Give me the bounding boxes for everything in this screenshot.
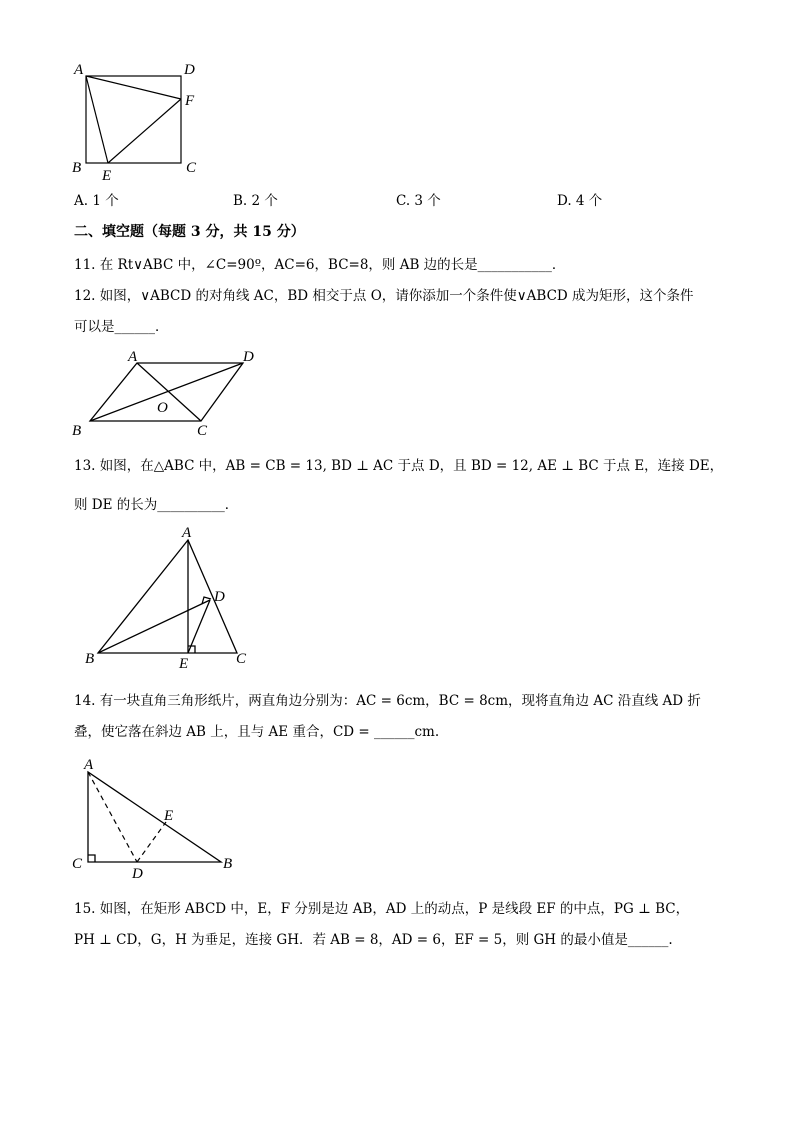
fig12-label-b: B (72, 423, 82, 439)
choice-d: D. 4 个 (557, 193, 603, 209)
question-14-line2: 叠，使它落在斜边 AB 上，且与 AE 重合，CD = ______cm. (74, 724, 440, 740)
question-15-line2: PH ⊥ CD，G，H 为垂足，连接 GH．若 AB = 8，AD = 6，EF = 5，则 GH 的最小值是______. (74, 932, 673, 948)
figure-q12 (65, 343, 275, 441)
fig14-label-e: E (164, 808, 174, 824)
fig10-label-c: C (186, 160, 197, 176)
question-12-line2: 可以是______． (74, 319, 169, 335)
fig13-label-b: B (85, 651, 95, 667)
fig14-label-c: C (72, 856, 83, 872)
fig10-label-e: E (102, 168, 112, 184)
section-title: 二、填空题（每题 3 分，共 15 分） (74, 224, 305, 240)
question-15-line1: 15. 如图，在矩形 ABCD 中，E，F 分别是边 AB，AD 上的动点，P 是线段 EF 的中点，PG ⊥ BC， (74, 901, 690, 917)
choice-a: A. 1 个 (74, 193, 119, 209)
fig10-label-a: A (74, 62, 84, 78)
figure-q13 (80, 525, 260, 675)
fig13-label-e: E (179, 656, 189, 672)
choice-b: B. 2 个 (233, 193, 278, 209)
figure-q14 (66, 752, 246, 882)
fig12-label-c: C (197, 423, 208, 439)
fig14-label-d: D (132, 866, 143, 882)
fig12-label-a: A (128, 349, 138, 365)
fig12-label-o: O (157, 400, 168, 416)
fig12-label-d: D (243, 349, 254, 365)
choice-c: C. 3 个 (396, 193, 441, 209)
fig14-label-b: B (223, 856, 233, 872)
figure-q10 (60, 58, 210, 188)
fig14-label-a: A (84, 757, 94, 773)
question-11: 11. 在 Rt∨ABC 中，∠C=90º，AC=6，BC=8，则 AB 边的长是___________． (74, 257, 566, 273)
fig10-label-b: B (72, 160, 82, 176)
fig13-label-c: C (236, 651, 247, 667)
fig13-label-d: D (214, 589, 225, 605)
question-12-line1: 12. 如图，∨ABCD 的对角线 AC，BD 相交于点 O，请你添加一个条件使∨ABCD 成为矩形，这个条件 (74, 288, 694, 304)
fig13-label-a: A (182, 525, 192, 541)
fig10-label-d: D (184, 62, 195, 78)
question-13-line1: 13. 如图，在△ABC 中，AB = CB = 13, BD ⊥ AC 于点 D，且 BD = 12, AE ⊥ BC 于点 E，连接 DE， (74, 458, 724, 474)
fig10-label-f: F (185, 93, 195, 109)
question-14-line1: 14. 有一块直角三角形纸片，两直角边分别为：AC = 6cm，BC = 8cm，现将直角边 AC 沿直线 AD 折 (74, 693, 701, 709)
question-13-line2: 则 DE 的长为__________． (74, 497, 239, 513)
